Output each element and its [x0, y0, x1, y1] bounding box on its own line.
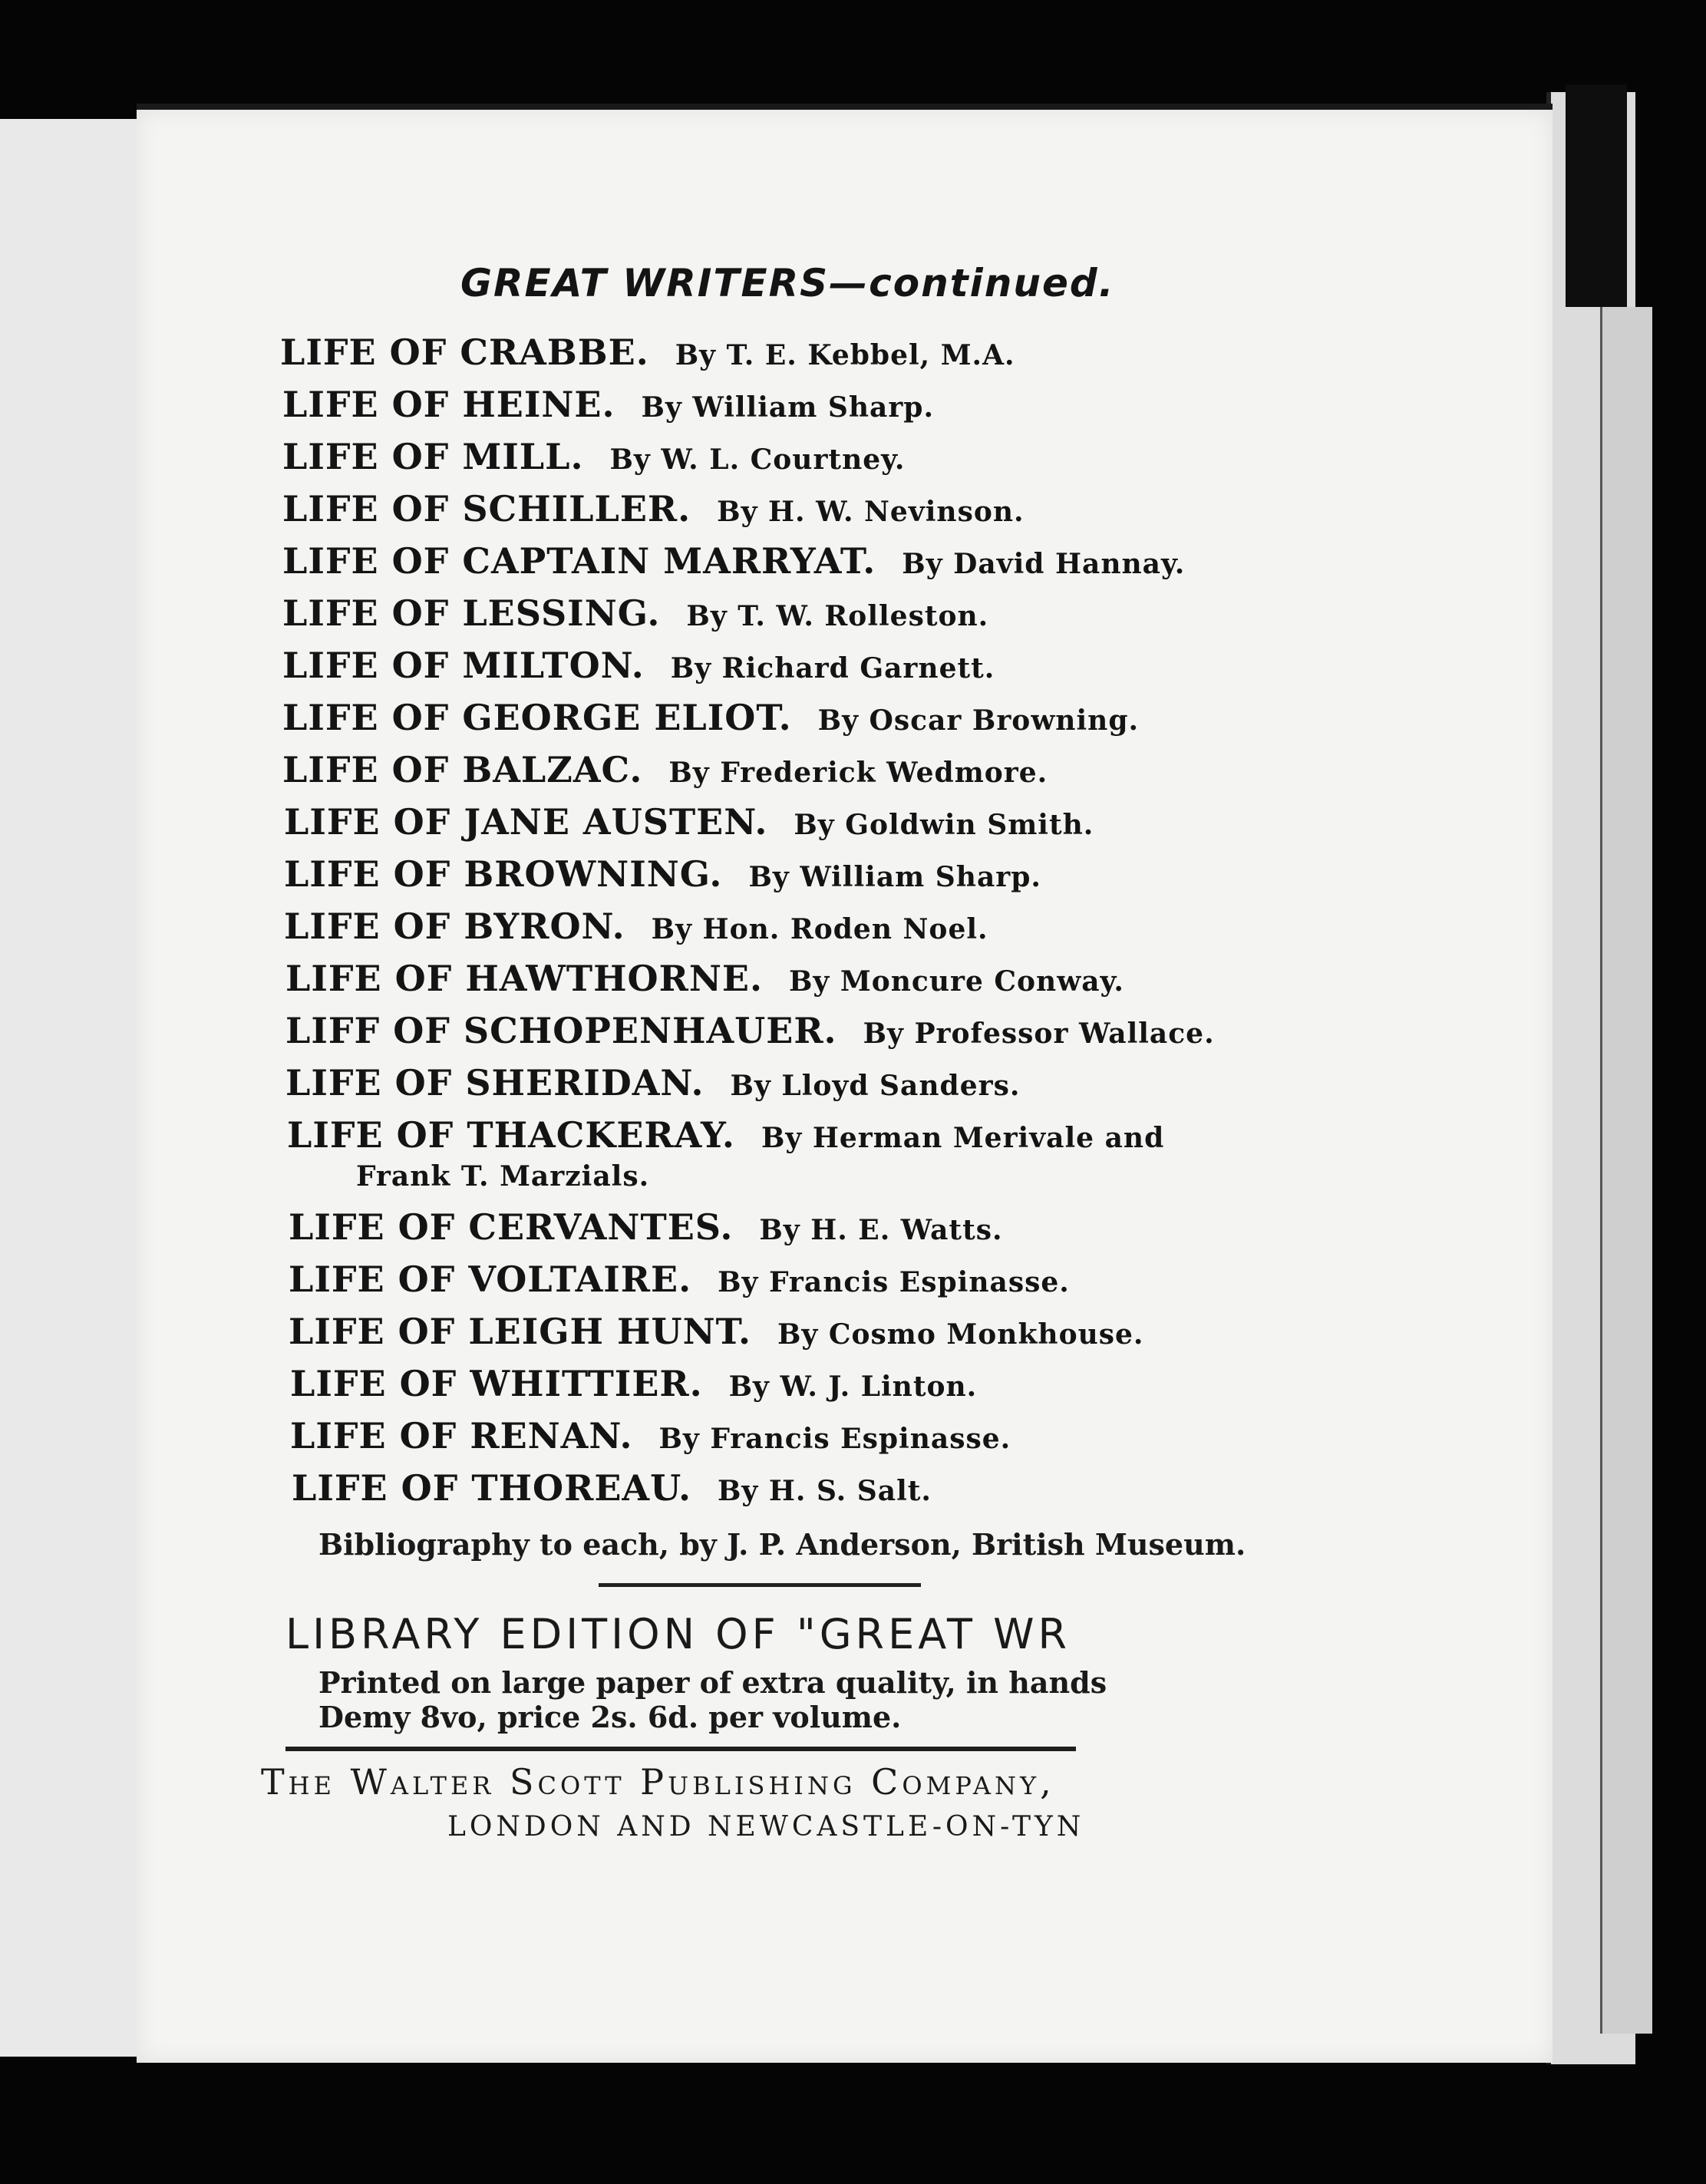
list-item [282, 697, 1139, 738]
list-item [285, 1062, 1020, 1104]
list-item [282, 645, 995, 686]
entry-title: LIFE OF SCHILLER. [282, 488, 691, 530]
entry-title: LIFE OF RENAN. [290, 1415, 633, 1457]
entry-author: By H. E. Watts. [759, 1214, 1003, 1246]
list-item [280, 332, 1015, 373]
entry-author: By Frederick Wedmore. [668, 757, 1048, 789]
library-edition-title: LIBRARY EDITION OF "GREAT WR [285, 1610, 1071, 1658]
entry-title: LIFE OF THACKERAY. [287, 1114, 735, 1156]
library-edition-line: Printed on large paper of extra quality, in hands [318, 1665, 1107, 1700]
entry-author: By Herman Merivale and [761, 1122, 1165, 1154]
entry-author: By H. W. Nevinson. [717, 496, 1025, 528]
entry-author: By Goldwin Smith. [794, 809, 1094, 841]
entry-title: LIFE OF WHITTIER. [290, 1363, 703, 1404]
entry-author: By William Sharp. [641, 391, 935, 424]
entry-author: By Moncure Conway. [788, 965, 1124, 998]
entry-title: LIFE OF HEINE. [282, 384, 615, 425]
entry-title: LIFE OF HAWTHORNE. [285, 958, 763, 999]
entry-title: LIFE OF MILTON. [282, 645, 645, 686]
entry-title: LIFE OF LEIGH HUNT. [289, 1311, 751, 1352]
divider [285, 1747, 1076, 1751]
list-item [285, 958, 1124, 999]
list-item [282, 749, 1048, 790]
list-item [282, 592, 988, 634]
entry-title: LIFF OF SCHOPENHAUER. [285, 1010, 837, 1051]
list-item [292, 1467, 932, 1509]
publisher-name: The Walter Scott Publishing Company, [261, 1761, 1055, 1803]
entry-author: By Professor Wallace. [863, 1018, 1215, 1050]
entry-title: LIFE OF THOREAU. [292, 1467, 691, 1509]
entry-author: By W. L. Courtney. [609, 444, 906, 476]
divider [599, 1583, 921, 1587]
publisher-city: LONDON AND NEWCASTLE-ON-TYN [447, 1811, 1085, 1843]
section-heading: GREAT WRITERS—continued. [460, 261, 1115, 305]
list-item [289, 1206, 1003, 1248]
list-item [289, 1311, 1143, 1352]
entry-title: LIFE OF BROWNING. [284, 853, 723, 895]
list-item [284, 906, 988, 947]
list-item [285, 1010, 1215, 1051]
entry-author: By Richard Garnett. [670, 652, 995, 685]
entry-author: By Francis Espinasse. [658, 1423, 1011, 1455]
list-item [282, 384, 934, 425]
entry-title: LIFE OF BYRON. [284, 906, 625, 947]
list-item [290, 1363, 977, 1404]
list-item [282, 488, 1025, 530]
entry-title: LIFE OF BALZAC. [282, 749, 643, 790]
entry-title: LIFE OF CAPTAIN MARRYAT. [282, 540, 876, 582]
entry-author: By Lloyd Sanders. [730, 1070, 1021, 1102]
entry-title: LIFE OF MILL. [282, 436, 584, 477]
entry-author: By H. S. Salt. [718, 1475, 932, 1507]
entry-title: LIFE OF CRABBE. [280, 332, 649, 373]
entry-title: LIFE OF GEORGE ELIOT. [282, 697, 792, 738]
list-item [290, 1415, 1011, 1457]
entry-title: LIFE OF VOLTAIRE. [289, 1259, 692, 1300]
entry-title: LIFE OF SHERIDAN. [285, 1062, 705, 1104]
entry-title: LIFE OF JANE AUSTEN. [284, 801, 768, 843]
entry-title: LIFE OF CERVANTES. [289, 1206, 734, 1248]
entry-author: By Francis Espinasse. [718, 1266, 1070, 1298]
entry-author-continued: Frank T. Marzials. [356, 1160, 650, 1193]
bibliography-note: Bibliography to each, by J. P. Anderson, British Museum. [318, 1527, 1246, 1562]
entry-author: By W. J. Linton. [728, 1371, 978, 1403]
entry-author: By T. E. Kebbel, M.A. [675, 339, 1015, 371]
entry-author: By David Hannay. [902, 548, 1186, 580]
entry-author: By William Sharp. [748, 861, 1041, 893]
list-item [284, 801, 1094, 843]
list-item [287, 1114, 1164, 1193]
list-item [284, 853, 1041, 895]
list-item [282, 540, 1185, 582]
entry-author: By Oscar Browning. [817, 704, 1140, 737]
entry-author: By Hon. Roden Noel. [651, 913, 988, 945]
list-item [282, 436, 905, 477]
list-item [289, 1259, 1070, 1300]
entry-author: By Cosmo Monkhouse. [777, 1318, 1144, 1351]
entry-author: By T. W. Rolleston. [686, 600, 989, 632]
library-edition-line: Demy 8vo, price 2s. 6d. per volume. [318, 1700, 902, 1734]
entry-title: LIFE OF LESSING. [282, 592, 661, 634]
